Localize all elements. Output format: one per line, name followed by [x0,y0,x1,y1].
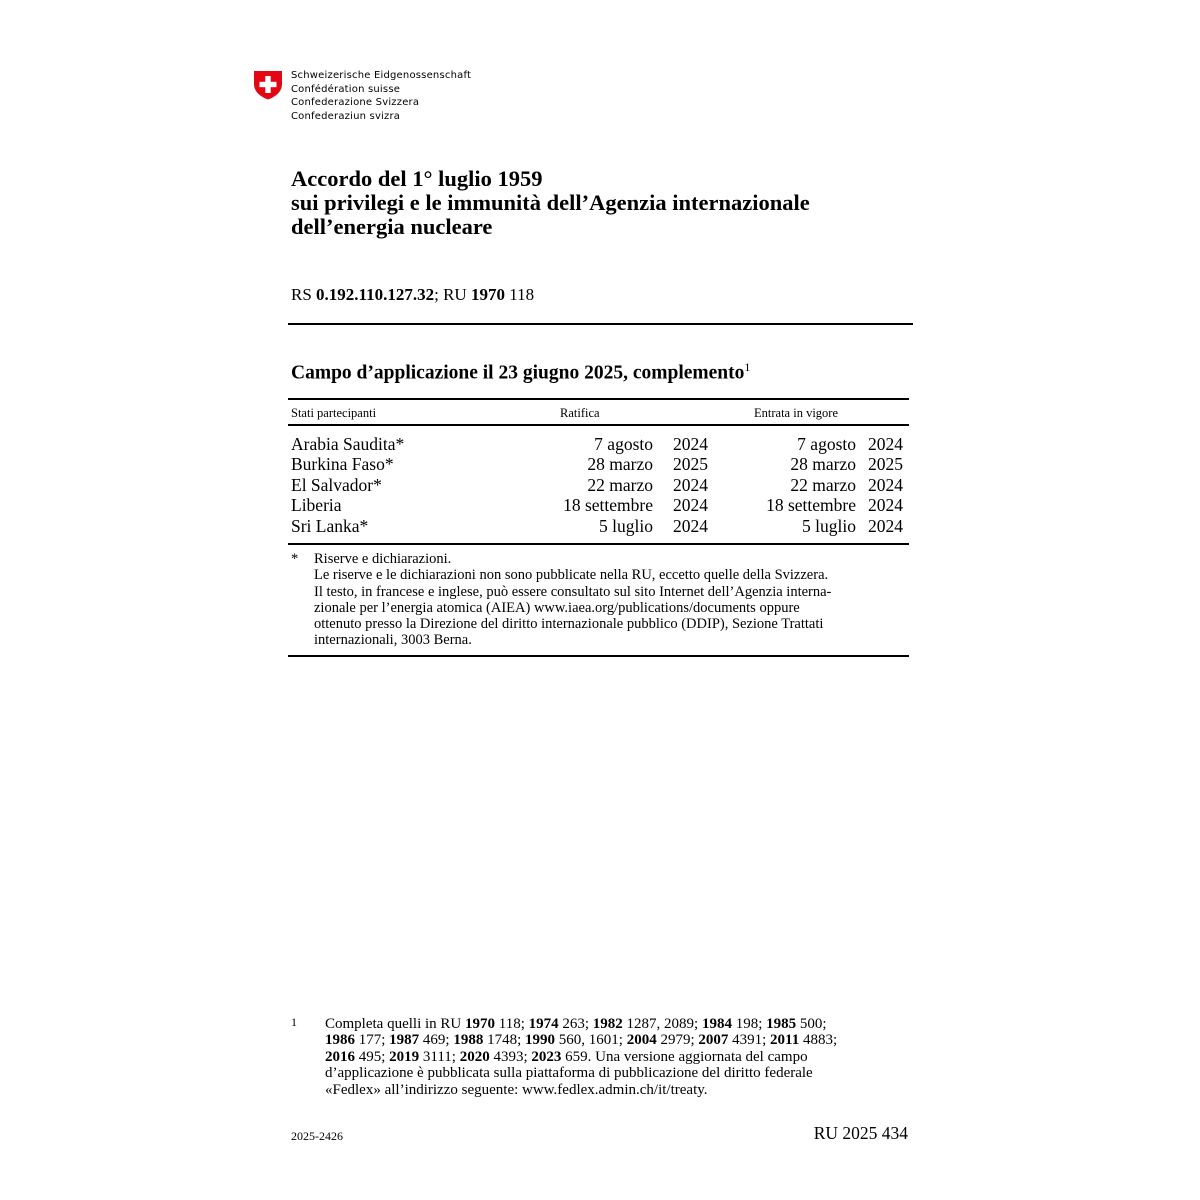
footnote-segment: 2979; [656,1032,699,1049]
table-header-rule [288,424,909,426]
scope-title-text: Campo d’applicazione il 23 giugno 2025, complemento [291,362,745,384]
ru-year: 2023 [531,1048,562,1065]
footnote-marker: 1 [291,1015,297,1029]
entry-year: 2024 [868,474,903,495]
footnote-segment: 495; [355,1048,390,1065]
ratification-date: 18 settembre [563,495,653,516]
name-fr: Confédération suisse [291,83,401,95]
note-line: zionale per l’energia atomica (AIEA) www.iaea.org/publications/documents oppure [314,599,800,616]
swiss-cross-icon [253,70,283,100]
footnote-segment: 469; [419,1032,454,1049]
ru-year: 2020 [459,1048,490,1065]
entry-year: 2025 [868,454,903,475]
footnote-segment: 4391; [728,1032,771,1049]
header-state: Stati partecipanti [291,406,377,420]
ratification-date: 22 marzo [587,474,653,495]
footnote-ref[interactable]: 1 [744,360,751,374]
note-bottom-rule [288,655,909,657]
note-line: Le riserve e le dichiarazioni non sono pubblicate nella RU, eccetto quelle della Svizzera. [314,567,829,584]
footnote-segment: «Fedlex» all’indirizzo seguente: www.fedlex.admin.ch/it/treaty. [325,1081,708,1098]
table-bottom-rule [288,543,909,545]
state-cell: El Salvador* [291,474,382,495]
entry-year: 2024 [868,515,903,536]
ratification-date: 28 marzo [587,454,653,475]
ru-year: 1988 [453,1032,484,1049]
footnote-segment: 177; [355,1032,390,1049]
footnote-segment: 1287, 2089; [622,1016,702,1032]
footnote-line [325,1065,895,1081]
entry-date: 22 marzo [790,474,856,495]
ru-year: 1986 [325,1032,355,1049]
header-entry: Entrata in vigore [754,406,838,420]
note-line: Riserve e dichiarazioni. [314,551,452,567]
footnote-segment: 659. Una versione aggiornata del campo [561,1048,808,1065]
footnote-segment: 198; [731,1016,767,1032]
table-body [291,434,911,536]
rs-prefix: RS [291,285,317,304]
footnote-line [325,1049,895,1065]
ru-year: 2011 [770,1032,800,1049]
ru-year: 2016 [325,1048,355,1065]
table-row [291,475,911,495]
footnote-segment: 263; [558,1016,593,1032]
footnote-segment: Completa quelli in RU [325,1016,465,1032]
footnote-line [325,1032,895,1048]
rs-number: 0.192.110.127.32 [316,285,435,304]
ratification-year: 2024 [673,474,708,495]
reference-line [291,285,534,305]
entry-year: 2024 [868,434,903,454]
scope-heading [291,360,750,385]
entry-date: 5 luglio [802,515,856,536]
note-line: internazionali, 3003 Berna. [314,632,472,649]
note-line: ottenuto presso la Direzione del diritto internazionale pubblico (DDIP), Sezione Trattati [314,616,824,633]
table-top-rule [288,398,909,400]
name-it: Confederazione Svizzera [291,97,420,108]
state-cell: Liberia [291,495,342,516]
note-line: Il testo, in francese e inglese, può essere consultato sul sito Internet dell’Agenzia interna- [314,583,832,600]
entry-year: 2024 [868,495,903,516]
entry-date: 7 agosto [797,434,856,454]
note-marker: * [291,551,299,567]
header-ratification: Ratifica [560,406,600,420]
footnote-segment: d’applicazione è pubblicata sulla piattaforma di pubblicazione del diritto federale [325,1065,813,1082]
ru-year: 1990 [525,1032,556,1049]
ratification-year: 2024 [673,495,708,516]
document-code: 2025-2426 [291,1129,343,1143]
footnote-segment: 560, 1601; [555,1032,627,1049]
table-row [291,516,911,536]
document-title [291,167,810,239]
ref-separator: ; RU [434,285,471,304]
table-row [291,495,911,515]
state-cell: Burkina Faso* [291,454,394,475]
title-line: dell’energia nucleare [291,214,493,239]
state-cell: Sri Lanka* [291,515,369,536]
ratification-year: 2025 [673,454,708,475]
ratification-date: 5 luglio [599,515,653,536]
ru-year: 2019 [389,1048,420,1065]
ratification-date: 7 agosto [594,434,653,454]
title-line: sui privilegi e le immunità dell’Agenzia internazionale [291,190,810,215]
ru-year: 1984 [701,1016,732,1032]
state-cell: Arabia Saudita* [291,434,405,454]
footnote-segment: 4393; [489,1048,532,1065]
table-row [291,454,911,474]
footnote-segment: 500; [796,1016,827,1032]
ru-year: 1974 [528,1016,559,1032]
table-note [314,551,914,649]
confederation-names [291,69,471,123]
ratification-year: 2024 [673,434,708,454]
name-rm: Confederaziun svizra [291,110,401,122]
footnote-segment: 118; [495,1016,529,1032]
footnote-segment: 3111; [419,1048,460,1065]
section-divider [288,323,913,325]
ru-page-reference: RU 2025 434 [813,1123,908,1143]
ru-year: 2004 [626,1032,657,1049]
footnote-line [325,1082,895,1098]
entry-date: 18 settembre [766,495,856,516]
ru-year: 1982 [592,1016,623,1032]
ru-year: 1970 [465,1016,495,1032]
entry-date: 28 marzo [790,454,856,475]
footnote-line [325,1016,895,1032]
footnote-text [325,1016,895,1098]
ru-year: 1985 [766,1016,797,1032]
name-de: Schweizerische Eidgenossenschaft [291,70,472,81]
footnote-segment: 1748; [483,1032,526,1049]
footnote-segment: 4883; [799,1032,838,1049]
title-line: Accordo del 1° luglio 1959 [291,166,543,191]
table-row [291,434,911,454]
ratification-year: 2024 [673,515,708,536]
ru-year: 1987 [389,1032,420,1049]
ru-year: 1970 [470,285,505,304]
ru-page: 118 [504,285,535,304]
ru-year: 2007 [698,1032,729,1049]
